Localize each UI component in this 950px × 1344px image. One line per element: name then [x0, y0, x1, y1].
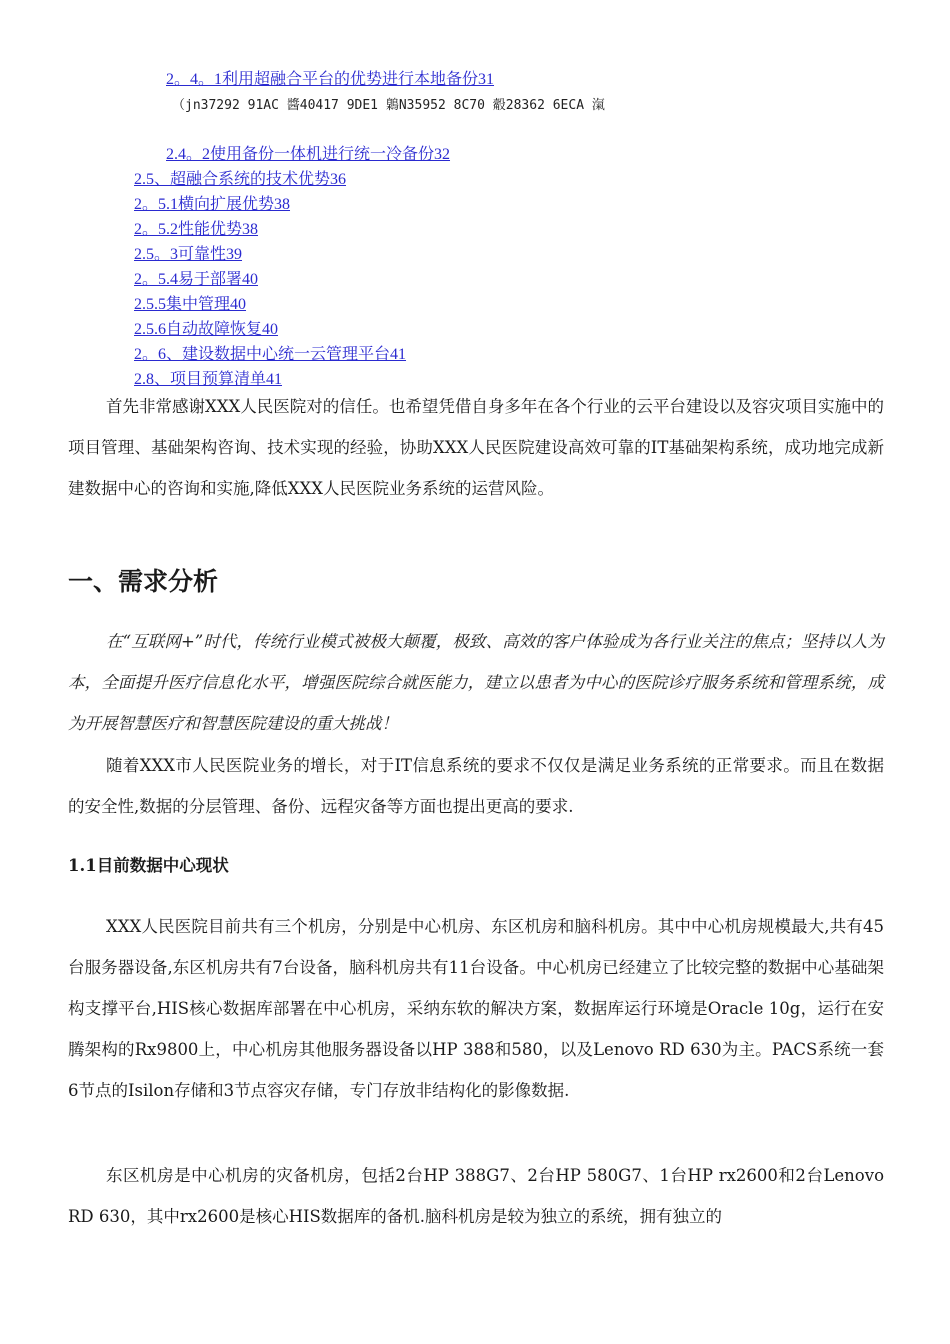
toc-link-2-8[interactable]: 2.8、项目预算清单41	[134, 371, 283, 388]
section-title: 一、需求分析	[68, 567, 219, 596]
toc-link-2-4-1[interactable]: 2。4。1利用超融合平台的优势进行本地备份31	[166, 71, 495, 88]
toc-link-2-5-2[interactable]: 2。5.2性能优势38	[134, 221, 259, 238]
datacenter-status-paragraph: XXX人民医院目前共有三个机房，分别是中心机房、东区机房和脑科机房。其中中心机房规模最大,共有45台服务器设备,东区机房共有7台设备，脑科机房共有11台设备。中心机房已经建立了比较完整的数据中心基础架构支撑平台,HIS核心数据库部署在中心机房，采纳东软的解决方案，数据库运行环境是Oracle 10g，运行在安腾架构的Rx9800上，中心机房其他服务器设备以HP 388和580，以及Lenovo RD 630为主。PACS系统一套6节点的Isilon存储和3节点容灾存储，专门存放非结构化的影像数据.	[68, 917, 884, 1100]
toc-link-2-5-4[interactable]: 2。5.4易于部署40	[134, 271, 259, 288]
toc-link-2-5[interactable]: 2.5、超融合系统的技术优势36	[134, 171, 347, 188]
toc-link-2-5-5[interactable]: 2.5.5集中管理40	[134, 296, 247, 313]
toc-link-2-5-6[interactable]: 2.5.6自动故障恢复40	[134, 321, 279, 338]
toc-link-2-5-1[interactable]: 2。5.1横向扩展优势38	[134, 196, 291, 213]
intro-paragraph: 首先非常感谢XXX人民医院对的信任。也希望凭借自身多年在各个行业的云平台建设以及容灾项目实施中的项目管理、基础架构咨询、技术实现的经验，协助XXX人民医院建设高效可靠的IT基础架构系统，成功地完成新建数据中心的咨询和实施,降低XXX人民医院业务系统的运营风险。	[68, 397, 884, 498]
garbled-code-line: （jn37292 91AC 醬40417 9DE1 鷍N35952 8C70 觳28362 6ECA 滊	[172, 98, 605, 113]
requirements-paragraph: 随着XXX市人民医院业务的增长，对于IT信息系统的要求不仅仅是满足业务系统的正常要求。而且在数据的安全性,数据的分层管理、备份、远程灾备等方面也提出更高的要求.	[68, 756, 884, 816]
toc-link-2-6[interactable]: 2。6、建设数据中心统一云管理平台41	[134, 346, 407, 363]
subsection-title: 1.1目前数据中心现状	[68, 856, 229, 875]
east-room-paragraph: 东区机房是中心机房的灾备机房，包括2台HP 388G7、2台HP 580G7、1台HP rx2600和2台Lenovo RD 630，其中rx2600是核心HIS数据库的备机.脑科机房是较为独立的系统，拥有独立的	[68, 1166, 884, 1226]
quote-paragraph: 在“互联网+”时代，传统行业模式被极大颠覆，极致、高效的客户体验成为各行业关注的焦点；坚持以人为本，全面提升医疗信息化水平，增强医院综合就医能力，建立以患者为中心的医院诊疗服务系统和管理系统，成为开展智慧医疗和智慧医院建设的重大挑战！	[68, 632, 884, 733]
toc-link-2-5-3[interactable]: 2.5。3可靠性39	[134, 246, 243, 263]
toc-link-2-4-2[interactable]: 2.4。2使用备份一体机进行统一冷备份32	[166, 146, 451, 163]
